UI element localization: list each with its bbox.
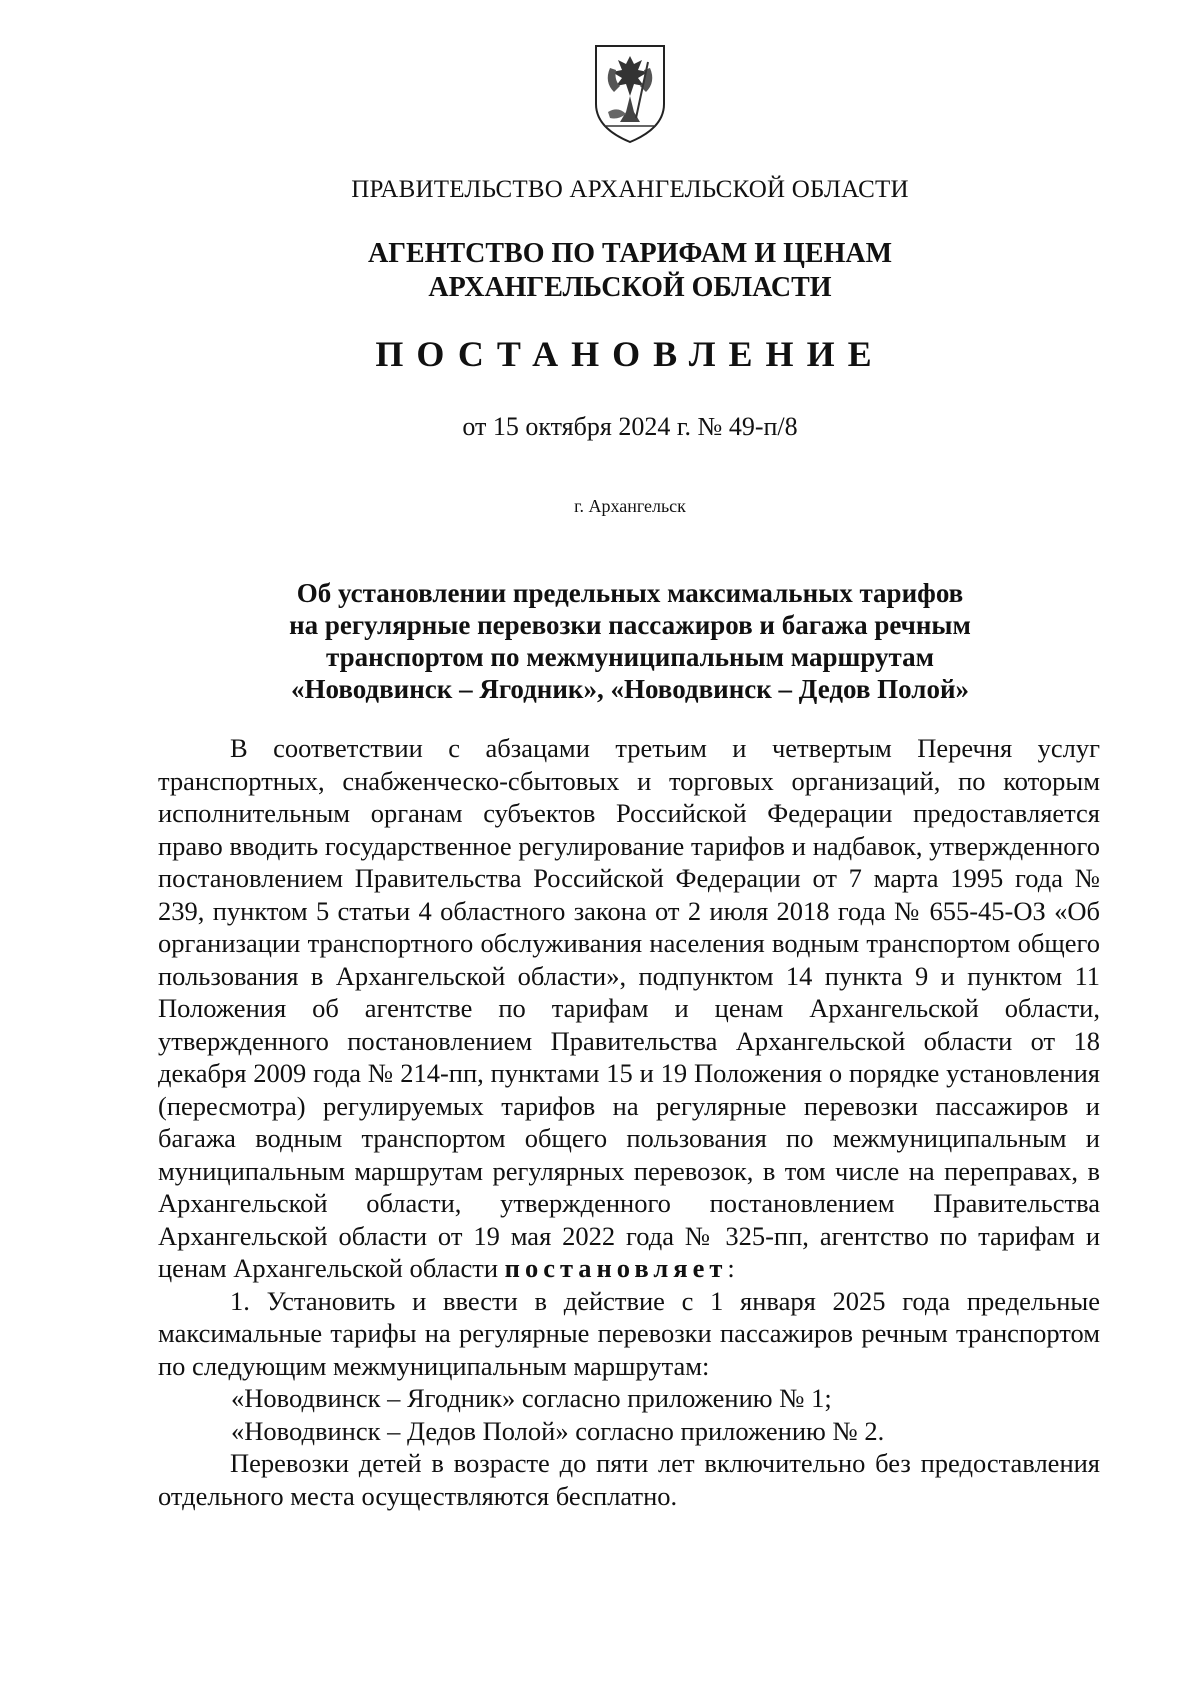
route-2: «Новодвинск – Дедов Полой» согласно приложению № 2. bbox=[231, 1415, 885, 1446]
resolves-word: постановляет bbox=[504, 1253, 728, 1283]
resolves-colon: : bbox=[727, 1253, 735, 1283]
agency-name-line-2: АРХАНГЕЛЬСКОЙ ОБЛАСТИ bbox=[428, 272, 832, 303]
agency-name bbox=[150, 237, 1110, 305]
document-subject bbox=[150, 577, 1110, 705]
document-city: г. Архангельск bbox=[574, 496, 686, 516]
item-1-paragraph: 1. Установить и ввести в действие с 1 января 2025 года предельные максимальные тарифы на регулярные перевозки пассажиров речным транспортом по следующим межмуниципальным маршрутам: bbox=[158, 1285, 1100, 1381]
government-name: ПРАВИТЕЛЬСТВО АРХАНГЕЛЬСКОЙ ОБЛАСТИ bbox=[351, 176, 909, 203]
subject-line-2: на регулярные перевозки пассажиров и багажа речным bbox=[289, 610, 971, 640]
children-paragraph: Перевозки детей в возрасте до пяти лет включительно без предоставления отдельного места осуществляются бесплатно. bbox=[158, 1448, 1100, 1511]
preamble-text: В соответствии с абзацами третьим и четвертым Перечня услуг транспортных, снабженческо-сбытовых и торговых организаций, по которым исполнительным органам субъектов Российской Федерации предоставляется право вводить государственное регулирование тарифов и надбавок, утвержденного постановлением Правительства Российской Федерации от 7 марта 1995 года № 239, пунктом 5 статьи 4 областного закона от 2 июля 2018 года № 655-45-ОЗ «Об организации транспортного обслуживания населения водным транспортом общего пользования в Архангельской области», подпунктом 14 пункта 9 и пунктом 11 Положения об агентстве по тарифам и ценам Архангельской области, утвержденного постановлением Правительства Архангельской области от 18 декабря 2009 года № 214-пп, пунктами 15 и 19 Положения о порядке установления (пересмотра) регулируемых тарифов на регулярные перевозки пассажиров и багажа водным транспортом общего пользования по межмуниципальным и муниципальным маршрутам регулярных перевозок, в том числе на переправах, в Архангельской области, утвержденного постановлением Правительства Архангельской области от 19 мая 2022 года № 325-пп, агентство по тарифам и ценам Архангельской области bbox=[158, 733, 1100, 1283]
document-type-title: ПОСТАНОВЛЕНИЕ bbox=[375, 334, 885, 374]
subject-line-3: транспортом по межмуниципальным маршрутам bbox=[326, 642, 934, 672]
document-body bbox=[158, 732, 1100, 1512]
document-date-number: от 15 октября 2024 г. № 49-п/8 bbox=[462, 412, 798, 441]
subject-line-4: «Новодвинск – Ягодник», «Новодвинск – Дедов Полой» bbox=[290, 674, 970, 704]
subject-line-1: Об установлении предельных максимальных тарифов bbox=[296, 578, 964, 608]
agency-name-line-1: АГЕНТСТВО ПО ТАРИФАМ И ЦЕНАМ bbox=[367, 238, 893, 269]
preamble-paragraph bbox=[158, 732, 1100, 1285]
route-1: «Новодвинск – Ягодник» согласно приложению № 1; bbox=[231, 1383, 832, 1413]
coat-of-arms-emblem bbox=[590, 42, 670, 146]
